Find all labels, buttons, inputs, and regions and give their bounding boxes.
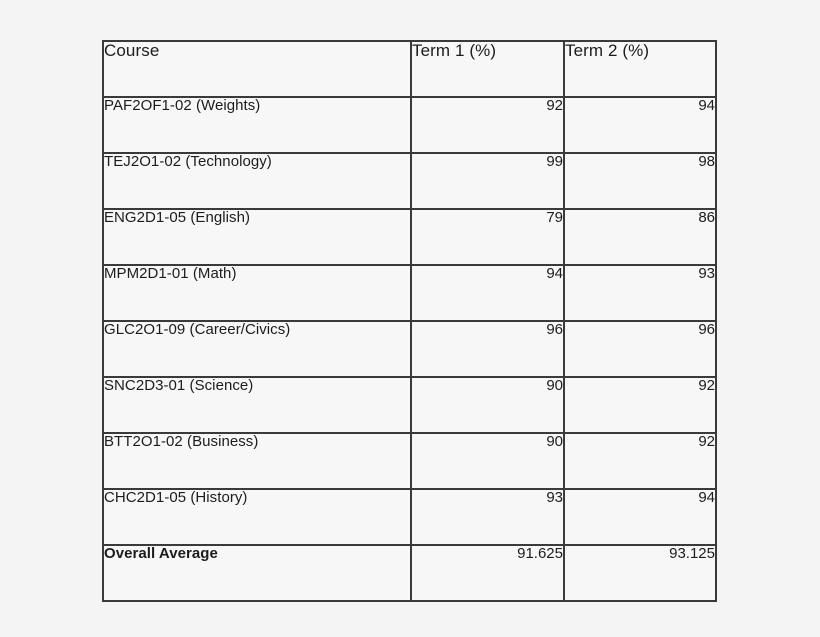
cell-term-1: 93 (411, 489, 564, 545)
cell-course: GLC2O1-09 (Career/Civics) (103, 321, 411, 377)
cell-term-1: 94 (411, 265, 564, 321)
column-header-term-2: Term 2 (%) (564, 41, 716, 97)
cell-course: PAF2OF1-02 (Weights) (103, 97, 411, 153)
cell-term-2: 96 (564, 321, 716, 377)
summary-term-2: 93.125 (564, 545, 716, 601)
cell-term-1: 90 (411, 377, 564, 433)
table-header-row (103, 41, 716, 97)
cell-course: MPM2D1-01 (Math) (103, 265, 411, 321)
cell-term-2: 92 (564, 377, 716, 433)
cell-term-2: 93 (564, 265, 716, 321)
cell-term-2: 94 (564, 489, 716, 545)
cell-term-1: 99 (411, 153, 564, 209)
table-row (103, 209, 716, 265)
table-header (103, 41, 716, 97)
table-row (103, 153, 716, 209)
cell-term-1: 79 (411, 209, 564, 265)
cell-term-1: 90 (411, 433, 564, 489)
course-marks-table (102, 40, 717, 602)
table-row (103, 321, 716, 377)
cell-term-1: 92 (411, 97, 564, 153)
cell-course: SNC2D3-01 (Science) (103, 377, 411, 433)
cell-course: CHC2D1-05 (History) (103, 489, 411, 545)
cell-term-2: 94 (564, 97, 716, 153)
table-row (103, 489, 716, 545)
cell-term-2: 98 (564, 153, 716, 209)
table-row (103, 433, 716, 489)
table-row (103, 265, 716, 321)
column-header-course: Course (103, 41, 411, 97)
cell-course: ENG2D1-05 (English) (103, 209, 411, 265)
cell-course: TEJ2O1-02 (Technology) (103, 153, 411, 209)
table-body (103, 97, 716, 601)
cell-term-1: 96 (411, 321, 564, 377)
table-row (103, 97, 716, 153)
cell-term-2: 92 (564, 433, 716, 489)
table-row (103, 377, 716, 433)
cell-course: BTT2O1-02 (Business) (103, 433, 411, 489)
summary-label: Overall Average (103, 545, 411, 601)
cell-term-2: 86 (564, 209, 716, 265)
summary-term-1: 91.625 (411, 545, 564, 601)
marks-table-container (102, 40, 715, 597)
column-header-term-1: Term 1 (%) (411, 41, 564, 97)
table-summary-row (103, 545, 716, 601)
